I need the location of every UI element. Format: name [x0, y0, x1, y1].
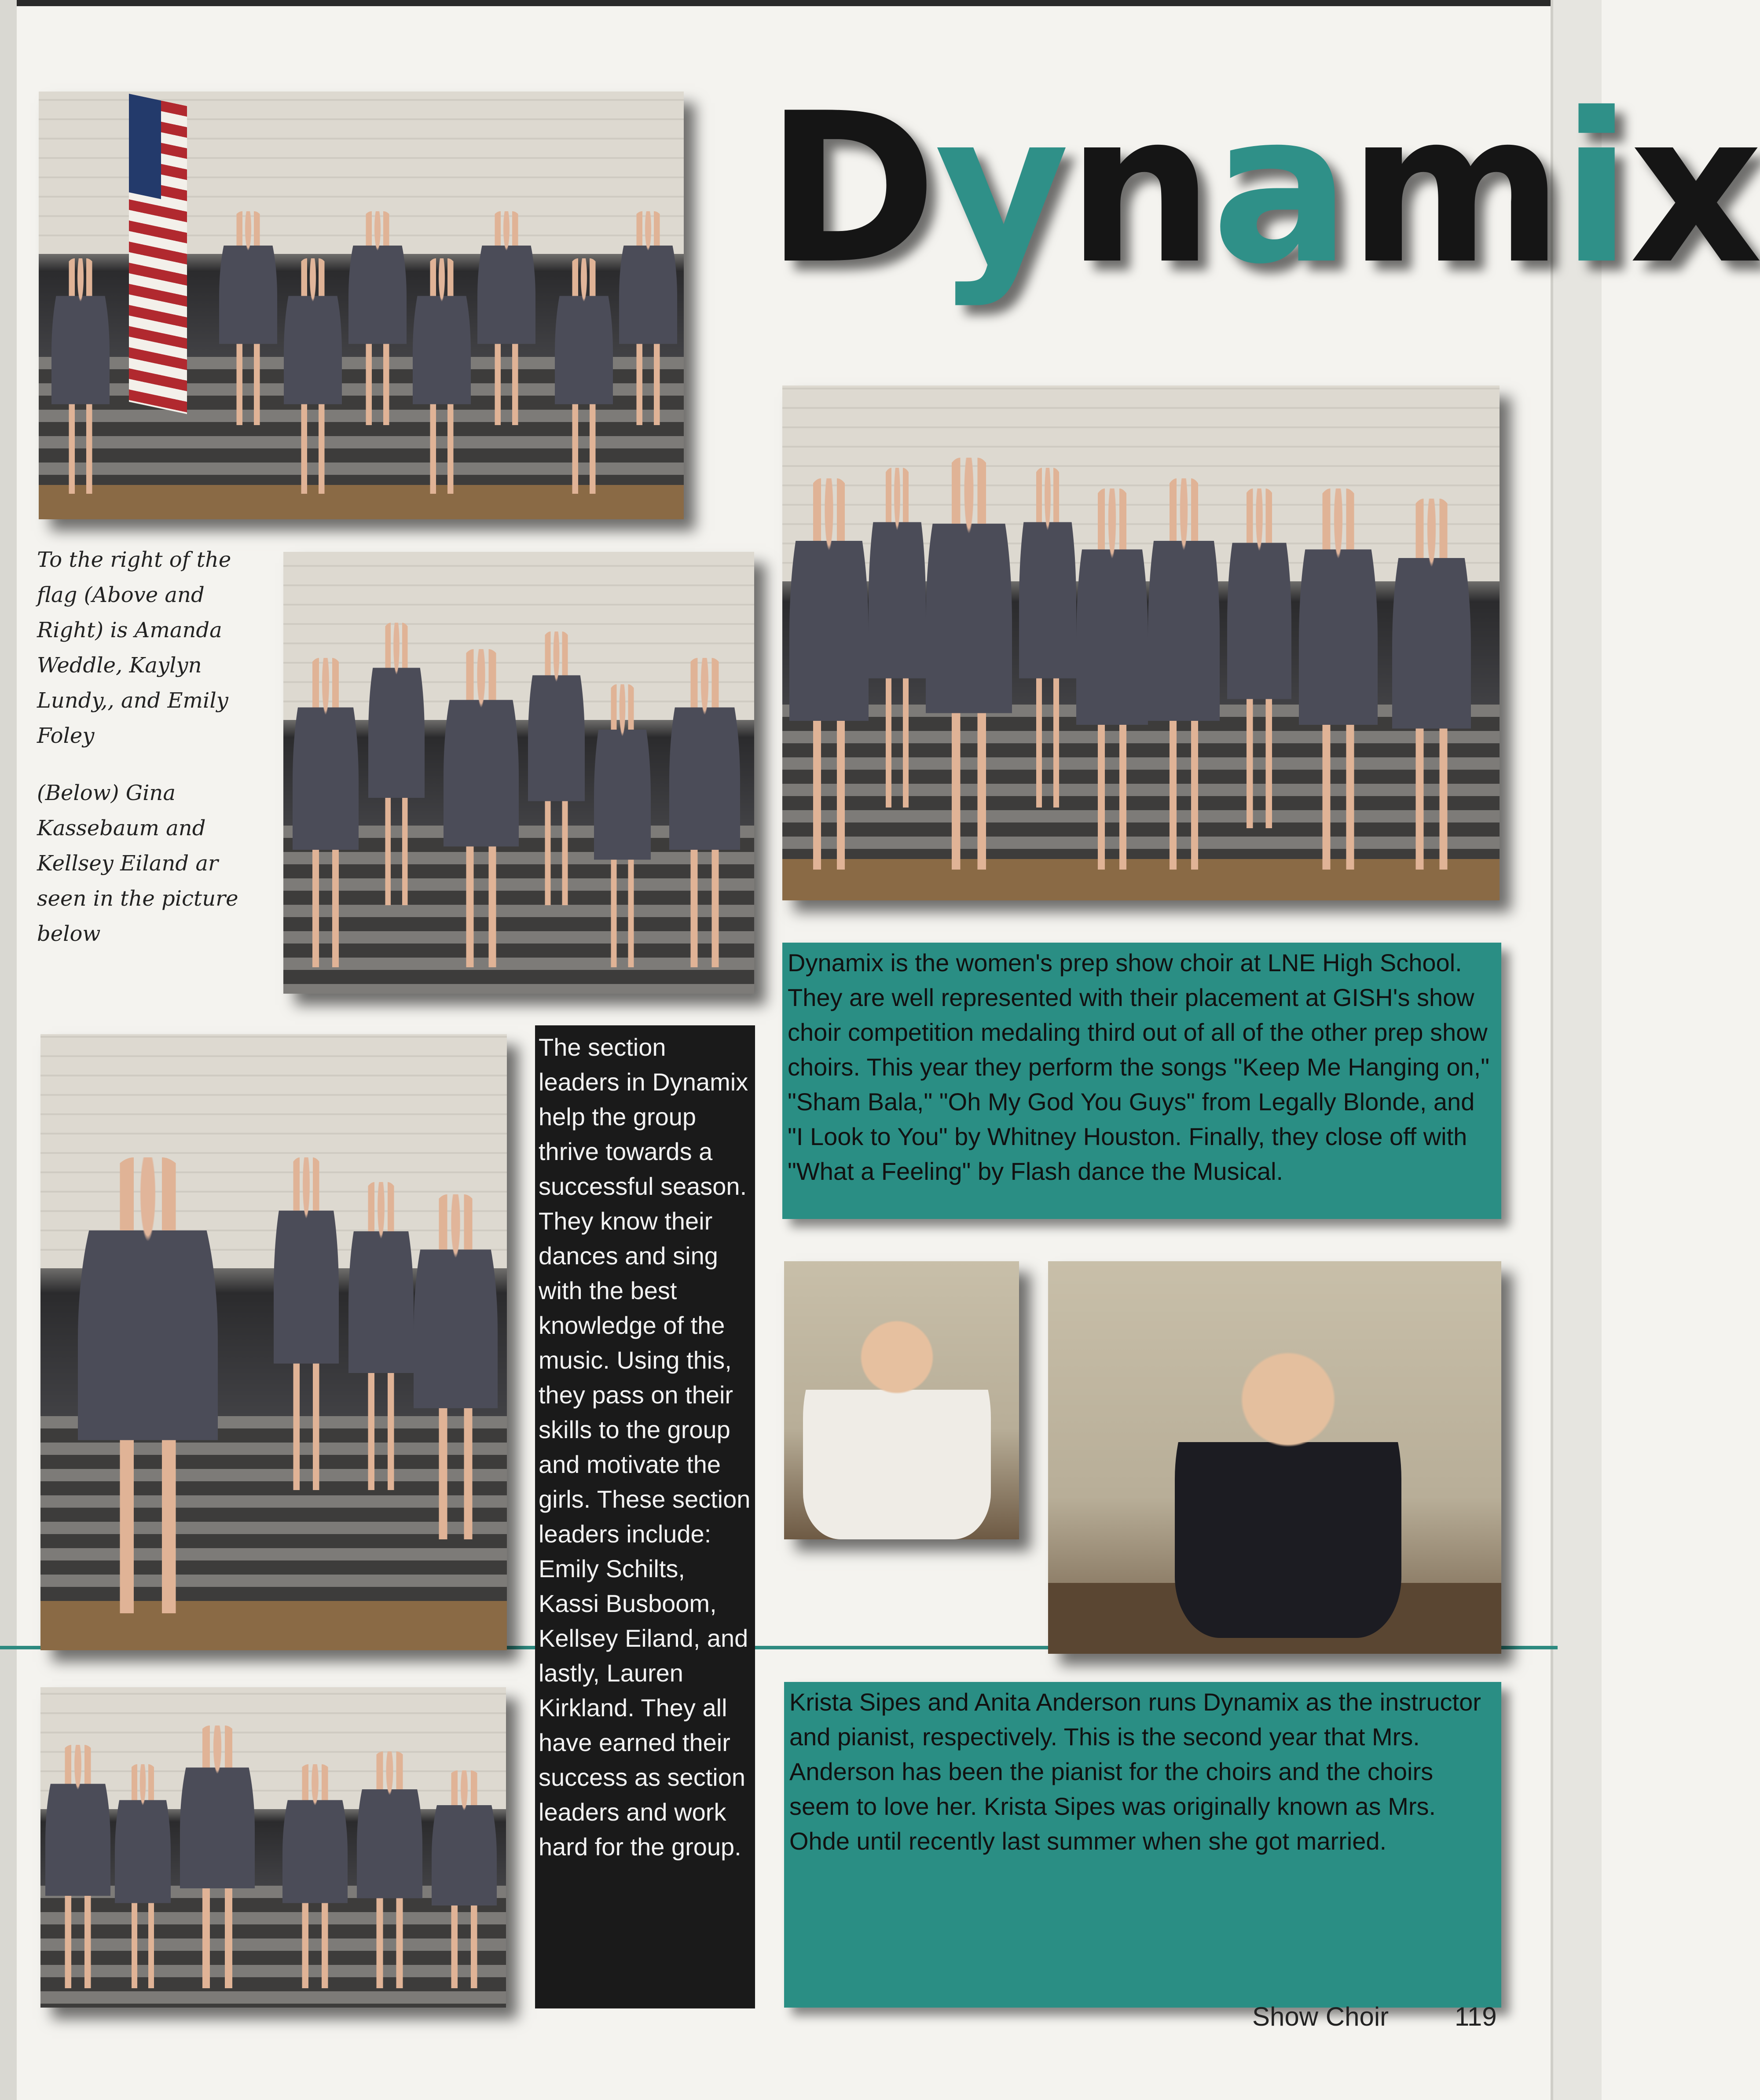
intro-story-box [782, 943, 1501, 1219]
page-top-edge [0, 0, 1602, 6]
singer [414, 1194, 498, 1539]
page-edge-right [1551, 0, 1602, 2100]
singer [78, 1157, 218, 1613]
singer [219, 211, 277, 425]
photo-caption [37, 542, 266, 973]
singer [368, 623, 425, 906]
singer [282, 1764, 348, 1989]
singer [528, 631, 584, 905]
instructors-story-box [784, 1682, 1501, 2008]
photo-choir-singing [782, 385, 1500, 900]
title-letter: n [1067, 69, 1212, 309]
photo-pianist [784, 1261, 1019, 1539]
singer [789, 478, 868, 870]
caption-flag: To the right of the flag (Above and Right) is Amanda Weddle, Kaylyn Lundy,, and Emily Foley [37, 547, 231, 748]
singer [51, 258, 110, 494]
title-letter: y [935, 69, 1067, 309]
singer [1392, 499, 1471, 869]
caption-below: (Below) Gina Kassebaum and Kellsey Eiland ar seen in the picture below [37, 781, 238, 946]
singer [594, 684, 650, 967]
gym-wall [40, 1687, 506, 1809]
singer [348, 211, 407, 425]
singer [432, 1770, 497, 1988]
singer [284, 258, 342, 494]
page-number: 119 [1455, 2002, 1497, 2031]
instructors-story-text: Krista Sipes and Anita Anderson runs Dynamix as the instructor and pianist, respectively. This is the second year that Mrs. Anderson has been the pianist for the choirs and the choirs seem to love her. Krista Sipes was originally known as Mrs. Ohde until recently last summer when she got married. [789, 1688, 1481, 1855]
singer [115, 1764, 171, 1989]
singer [869, 468, 926, 808]
american-flag-icon [129, 94, 187, 414]
page-title [766, 66, 1760, 339]
singer [413, 258, 471, 494]
singer [180, 1726, 254, 1988]
title-letter: x [1629, 69, 1760, 309]
singer [348, 1182, 414, 1490]
title-letter: m [1348, 69, 1562, 309]
singer [926, 458, 1012, 870]
singer [1076, 488, 1148, 870]
singer [357, 1751, 422, 1989]
singer [619, 211, 677, 425]
singer [477, 211, 535, 425]
section-leaders-text: The section leaders in Dynamix help the group thrive towards a successful season. They know their dances and sing with the best knowledge of the music. Using this, they pass on their skills to the group and motivate the girls. These section leaders include: Emily Schilts, Kassi Busboom, Kellsey Eiland, and lastly, Lauren Kirkland. They all have earned their success as section leaders and work hard for the group. [539, 1033, 751, 1861]
singer [293, 658, 359, 967]
singer [444, 649, 519, 967]
title-letter: D [766, 69, 935, 309]
singer [1019, 468, 1076, 808]
person-instructor [1175, 1332, 1401, 1638]
photo-choir-with-flag [39, 92, 684, 519]
section-leaders-box [535, 1025, 755, 2008]
photo-instructor [1048, 1261, 1501, 1654]
singer [1227, 488, 1292, 828]
title-letter: i [1561, 69, 1630, 309]
singer [1299, 488, 1378, 870]
singer [555, 258, 613, 494]
singer [1148, 478, 1220, 870]
singer [274, 1157, 339, 1490]
photo-choir-pointing [283, 552, 754, 994]
footer-section-label: Show Choir [1252, 2002, 1389, 2031]
page-gutter-left [0, 0, 17, 2100]
photo-choir-bottom [40, 1687, 506, 2008]
singer [45, 1745, 110, 1988]
person-pianist [803, 1306, 991, 1539]
title-letter: a [1211, 69, 1349, 309]
intro-story-text: Dynamix is the women's prep show choir at LNE High School. They are well represented with their placement at GISH's show choir competition medaling third out of all of the other prep show choirs. This year they perform the songs "Keep Me Hanging on," "Sham Bala," "Oh My God You Guys" from Legally Blonde, and "I Look to You" by Whitney Houston. Finally, they close off with "What a Feeling" by Flash dance the Musical. [788, 949, 1490, 1185]
photo-choir-dancing [40, 1034, 507, 1650]
singer [669, 658, 740, 967]
